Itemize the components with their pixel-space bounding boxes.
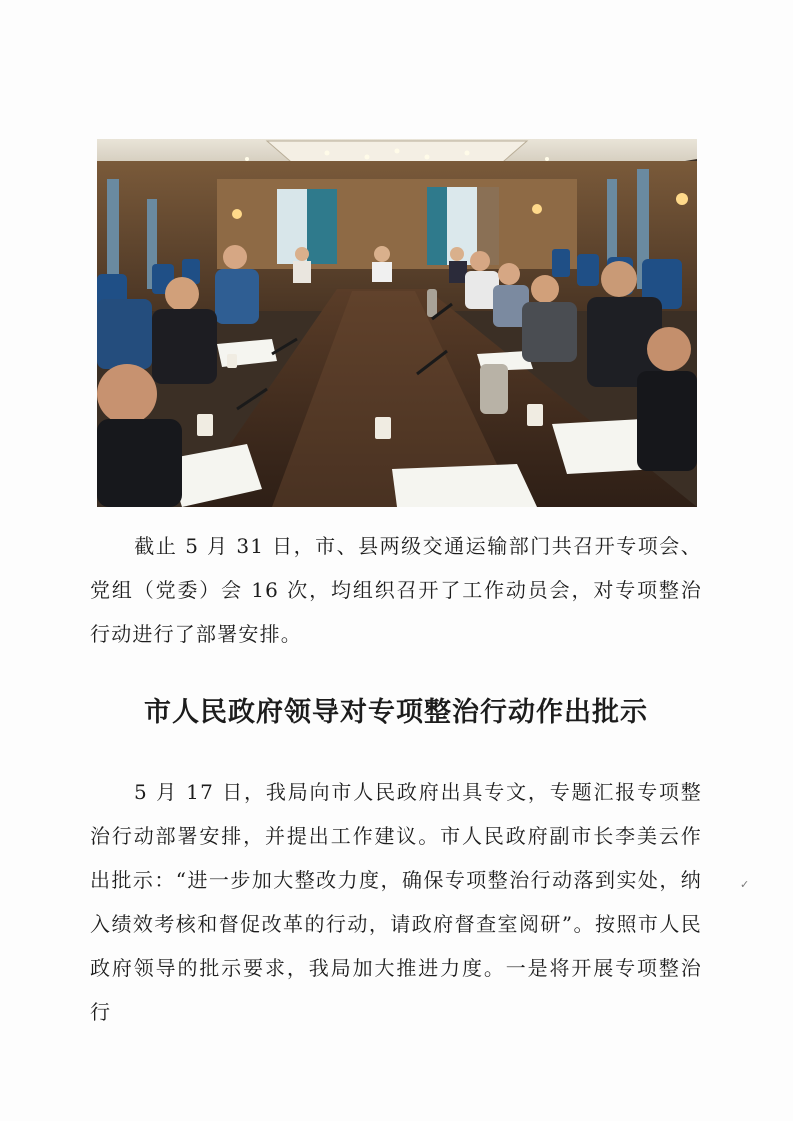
scan-mark: ✓ <box>740 878 750 891</box>
paragraph-meetings-summary <box>90 524 702 656</box>
meeting-photo-illustration <box>97 139 697 507</box>
paragraph-instruction <box>90 770 702 1034</box>
paragraph-meetings-text: 截止 5 月 31 日，市、县两级交通运输部门共召开专项会、党组（党委）会 16 次，均组织召开了工作动员会，对专项整治行动进行了部署安排。 <box>90 534 702 646</box>
paragraph-instruction-text: 5 月 17 日，我局向市人民政府出具专文，专题汇报专项整治行动部署安排，并提出工作建议。市人民政府副市长李美云作出批示：“进一步加大整改力度，确保专项整治行动落到实处，纳入绩效考核和督促改革的行动，请政府督查室阅研”。按照市人民政府领导的批示要求，我局加大推进力度。一是将开展专项整治行 <box>90 780 702 1024</box>
section-heading: 市人民政府领导对专项整治行动作出批示 <box>144 697 648 728</box>
meeting-room-photo <box>97 139 697 507</box>
